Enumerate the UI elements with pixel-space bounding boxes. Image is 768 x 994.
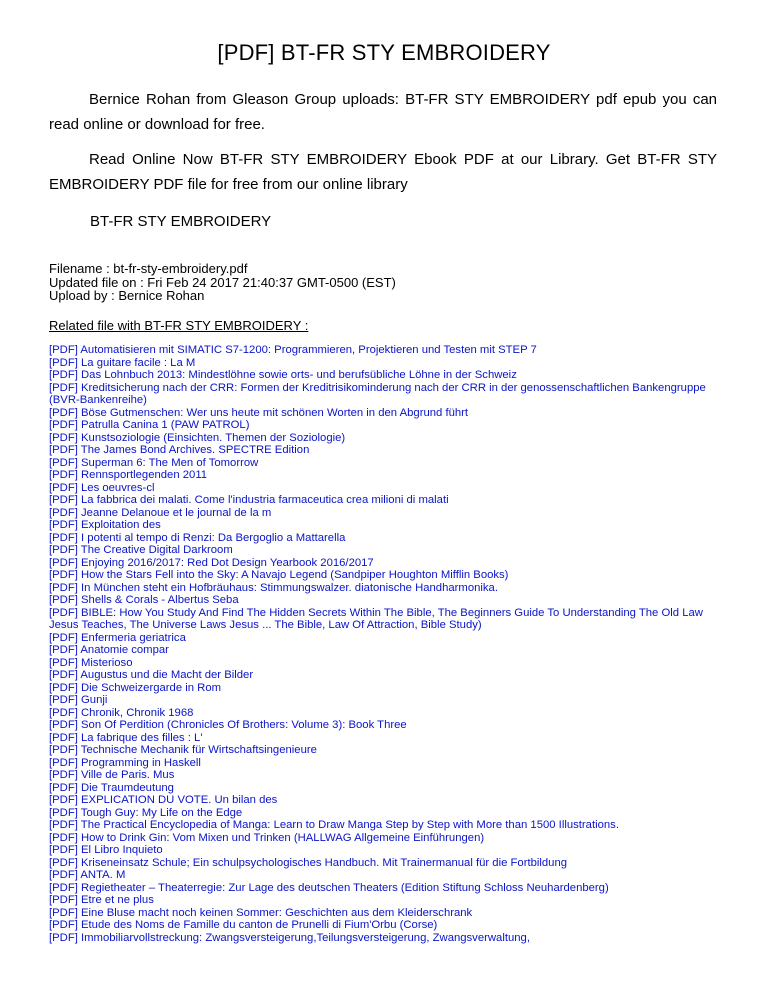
related-link[interactable]: [PDF] Enjoying 2016/2017: Red Dot Design Yearbook 2016/2017	[49, 556, 374, 569]
related-link[interactable]: [PDF] La fabbrica dei malati. Come l'industria farmaceutica crea milioni di malati	[49, 494, 449, 506]
related-link[interactable]: [PDF] Enfermeria geriatrica	[49, 631, 186, 644]
related-link[interactable]: [PDF] The Creative Digital Darkroom	[49, 544, 233, 556]
related-link[interactable]: [PDF] Shells & Corals - Albertus Seba	[49, 594, 239, 606]
related-link[interactable]: [PDF] ANTA. M	[49, 869, 126, 881]
related-link[interactable]: [PDF] The James Bond Archives. SPECTRE Edition	[49, 444, 310, 456]
related-link[interactable]: [PDF] El Libro Inquieto	[49, 844, 163, 856]
related-link[interactable]: [PDF] Anatomie compar	[49, 644, 169, 656]
related-link[interactable]: [PDF] Die Traumdeutung	[49, 781, 174, 794]
related-link[interactable]: [PDF] How to Drink Gin: Vom Mixen und Trinken (HALLWAG Allgemeine Einführungen)	[49, 831, 485, 844]
related-files-heading: Related file with BT-FR STY EMBROIDERY :	[49, 318, 309, 333]
related-link[interactable]: [PDF] La guitare facile : La M	[49, 356, 196, 369]
related-link[interactable]: [PDF] Etre et ne plus	[49, 894, 154, 906]
related-link[interactable]: [PDF] Rennsportlegenden 2011	[49, 469, 208, 481]
related-link[interactable]: [PDF] Kunstsoziologie (Einsichten. Themen der Soziologie)	[49, 431, 346, 444]
related-link[interactable]: [PDF] Programming in Haskell	[49, 756, 201, 769]
related-link[interactable]: [PDF] The Practical Encyclopedia of Manga: Learn to Draw Manga Step by Step with More than 1500 Illustrations.	[49, 819, 619, 831]
file-metadata	[49, 262, 396, 303]
related-link[interactable]: [PDF] Immobiliarvollstreckung: Zwangsversteigerung,Teilungsversteigerung, Zwangsverwaltung,	[49, 931, 530, 944]
related-link[interactable]: [PDF] Son Of Perdition (Chronicles Of Brothers: Volume 3): Book Three	[49, 719, 407, 731]
related-link[interactable]: [PDF] BIBLE: How You Study And Find The Hidden Secrets Within The Bible, The Beginners Guide To Understanding The Old Law Jesus Teaches, The Universe Laws Jesus ... The Bible, Law Of Attraction, Bible Study)	[49, 606, 703, 631]
related-link[interactable]: [PDF] Superman 6: The Men of Tomorrow	[49, 456, 259, 469]
related-link[interactable]: [PDF] Les oeuvres-cl	[49, 481, 155, 494]
related-link[interactable]: [PDF] Jeanne Delanoue et le journal de la m	[49, 506, 272, 519]
related-link[interactable]: [PDF] La fabrique des filles : L'	[49, 731, 203, 744]
intro-paragraph: Bernice Rohan from Gleason Group uploads: BT-FR STY EMBROIDERY pdf epub you can read online or download for free.	[49, 91, 717, 133]
document-subtitle: BT-FR STY EMBROIDERY	[90, 213, 272, 230]
related-link[interactable]: [PDF] Patrulla Canina 1 (PAW PATROL)	[49, 419, 250, 431]
related-link[interactable]: [PDF] Ville de Paris. Mus	[49, 769, 175, 781]
related-link[interactable]: [PDF] Etude des Noms de Famille du canton de Prunelli di Fium'Orbu (Corse)	[49, 919, 438, 931]
upload-by-line: Upload by : Bernice Rohan	[49, 288, 205, 303]
page-title: [PDF] BT-FR STY EMBROIDERY	[217, 40, 551, 65]
related-link[interactable]: [PDF] Eine Bluse macht noch keinen Sommer: Geschichten aus dem Kleiderschrank	[49, 906, 473, 919]
related-link[interactable]: [PDF] Kreditsicherung nach der CRR: Formen der Kreditrisikominderung nach der CRR in der genossenschaftlichen Bankengruppe (BVR-Bankenreihe)	[49, 381, 706, 406]
related-link[interactable]: [PDF] How the Stars Fell into the Sky: A Navajo Legend (Sandpiper Houghton Mifflin Books)	[49, 569, 509, 581]
related-link[interactable]: [PDF] Automatisieren mit SIMATIC S7-1200: Programmieren, Projektieren und Testen mit STEP 7	[49, 344, 537, 356]
related-link[interactable]: [PDF] I potenti al tempo di Renzi: Da Bergoglio a Mattarella	[49, 531, 346, 544]
related-link[interactable]: [PDF] Chronik, Chronik 1968	[49, 706, 194, 719]
related-link[interactable]: [PDF] Gunji	[49, 694, 108, 706]
related-link[interactable]: [PDF] Regietheater – Theaterregie: Zur Lage des deutschen Theaters (Edition Stiftung Schloss Neuhardenberg)	[49, 881, 609, 894]
related-link[interactable]: [PDF] Böse Gutmenschen: Wer uns heute mit schönen Worten in den Abgrund führt	[49, 406, 469, 419]
related-link[interactable]: [PDF] In München steht ein Hofbräuhaus: Stimmungswalzer. diatonische Handharmonika.	[49, 581, 498, 594]
related-links-list	[49, 344, 729, 944]
filename-line: Filename : bt-fr-sty-embroidery.pdf	[49, 261, 248, 276]
related-link[interactable]: [PDF] Tough Guy: My Life on the Edge	[49, 806, 243, 819]
related-link[interactable]: [PDF] Augustus und die Macht der Bilder	[49, 669, 254, 681]
library-paragraph: Read Online Now BT-FR STY EMBROIDERY Ebook PDF at our Library. Get BT-FR STY EMBROIDERY PDF file for free from our online library	[49, 151, 717, 193]
related-link[interactable]: [PDF] Technische Mechanik für Wirtschaftsingenieure	[49, 744, 317, 756]
related-link[interactable]: [PDF] Misterioso	[49, 656, 133, 669]
related-link[interactable]: [PDF] EXPLICATION DU VOTE. Un bilan des	[49, 794, 278, 806]
related-link[interactable]: [PDF] Das Lohnbuch 2013: Mindestlöhne sowie orts- und berufsübliche Löhne in der Schweiz	[49, 369, 517, 381]
related-link[interactable]: [PDF] Kriseneinsatz Schule; Ein schulpsychologisches Handbuch. Mit Trainermanual für die Fortbildung	[49, 856, 568, 869]
related-link[interactable]: [PDF] Exploitation des	[49, 519, 161, 531]
updated-line: Updated file on : Fri Feb 24 2017 21:40:37 GMT-0500 (EST)	[49, 274, 396, 290]
related-link[interactable]: [PDF] Die Schweizergarde in Rom	[49, 681, 222, 694]
